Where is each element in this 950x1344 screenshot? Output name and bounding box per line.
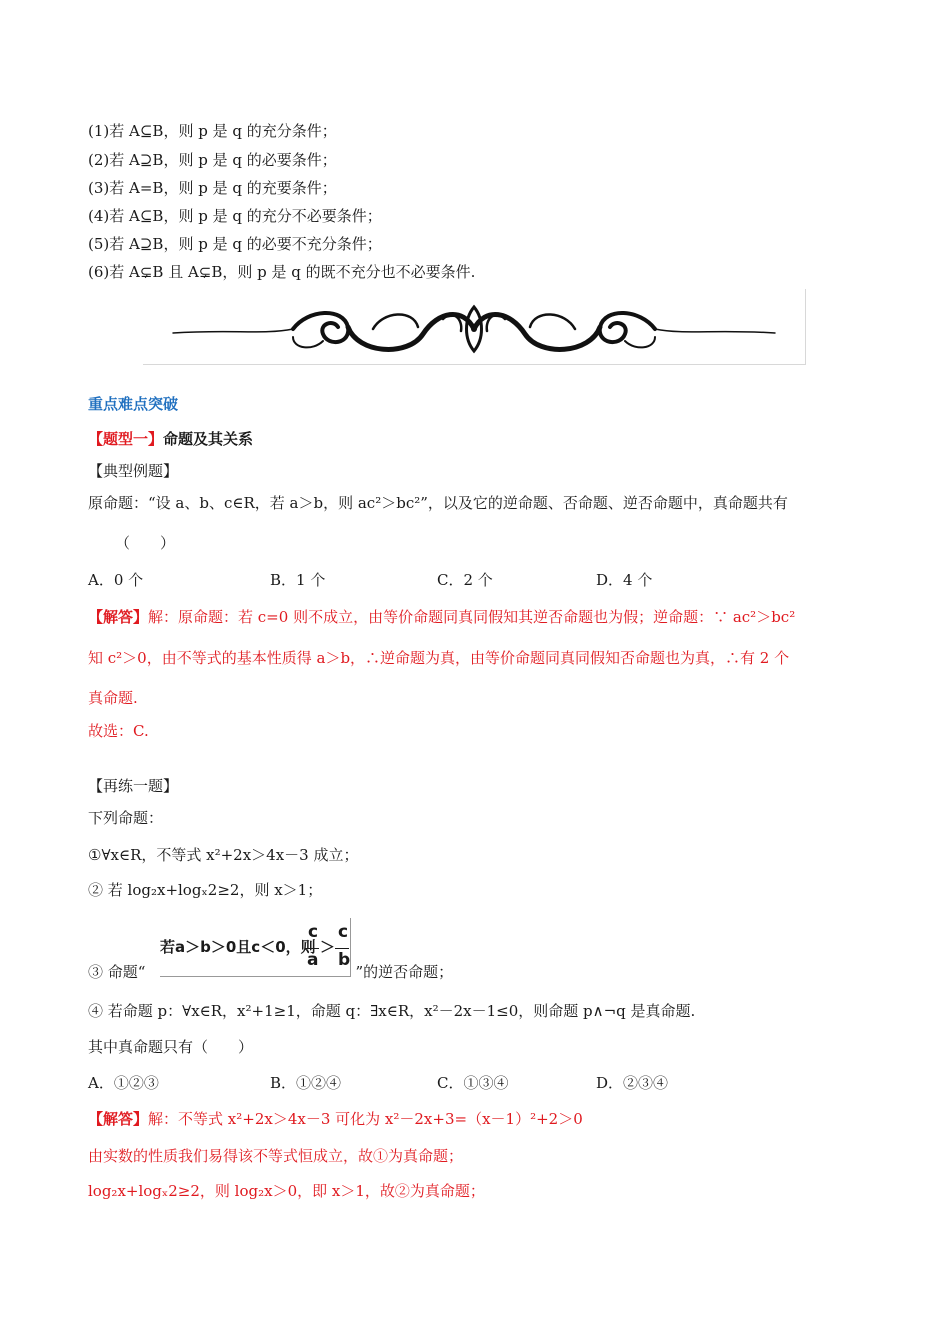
q1-stem: 原命题：“设 a、b、c∈R，若 a＞b，则 ac²＞bc²”，以及它的逆命题、否命题、逆否命题中，真命题共有 [88,494,788,512]
ornament-divider [143,289,806,365]
q2-item-1: ①∀x∈R，不等式 x²+2x＞4x－3 成立； [88,846,359,864]
condition-3: (3)若 A=B，则 p 是 q 的充要条件； [88,179,337,197]
q1-option-b: B．1 个 [270,571,326,589]
frac-gt: ＞ [320,938,336,956]
q1-option-d: D．4 个 [596,571,653,589]
type-heading [88,429,253,449]
q2-item-4: ④ 若命题 p：∀x∈R，x²+1≥1，命题 q：∃x∈R，x²－2x－1≤0，则命题 p∧¬q 是真命题. [88,1002,696,1020]
condition-4: (4)若 A⊆B，则 p 是 q 的充分不必要条件； [88,207,382,225]
frac-a: a [307,950,319,970]
q1-option-a: A．0 个 [88,571,144,589]
q2-item-2: ② 若 log₂x+logₓ2≥2，则 x＞1； [88,881,323,899]
example-tag: 【典型例题】 [88,462,179,480]
q1-answer-line-2: 知 c²＞0，由不等式的基本性质得 a＞b，∴逆命题为真，由等价命题同真同假知否命题也为真，∴有 2 个 [88,649,790,667]
frac-c2: c [338,922,349,942]
q2-intro: 下列命题： [88,809,164,827]
formula-text: 若a＞b＞0且c＜0，则 [160,938,316,956]
q2-answer-text-1: 解：不等式 x²+2x＞4x－3 可化为 x²－2x+3=（x－1）²+2＞0 [148,1110,583,1128]
condition-1: (1)若 A⊆B，则 p 是 q 的充分条件； [88,122,337,140]
practice-tag: 【再练一题】 [88,777,179,795]
q2-item-3-prefix: ③ 命题“ [88,963,146,981]
q2-answer-tag: 【解答】 [88,1110,149,1128]
q1-answer-line-3: 真命题. [88,689,138,707]
q1-option-c: C．2 个 [437,571,493,589]
q2-answer-line-1 [88,1109,583,1129]
condition-6: (6)若 A⊊B 且 A⊊B，则 p 是 q 的既不充分也不必要条件. [88,263,476,281]
q2-ask: 其中真命题只有（ ） [88,1038,254,1056]
frac-bar-1 [305,948,319,949]
frac-b: b [338,950,351,970]
q1-answer-line-1 [88,607,795,627]
section-title: 重点难点突破 [88,395,179,413]
condition-2: (2)若 A⊇B，则 p 是 q 的必要条件； [88,151,337,169]
condition-5: (5)若 A⊇B，则 p 是 q 的必要不充分条件； [88,235,382,253]
frac-c1: c [308,922,319,942]
ornament-flourish-icon [143,289,805,364]
q2-option-a: A．①②③ [88,1074,159,1092]
type-tag: 【题型一】 [88,430,164,448]
q1-answer-text-1: 解：原命题：若 c=0 则不成立，由等价命题同真同假知其逆否命题也为假；逆命题：∵ ac²＞bc² [148,608,796,626]
q2-option-b: B．①②④ [270,1074,342,1092]
q1-answer-tag: 【解答】 [88,608,149,626]
type-title: 命题及其关系 [163,430,254,448]
q2-answer-line-3: log₂x+logₓ2≥2，则 log₂x＞0，即 x＞1，故②为真命题； [88,1182,485,1200]
q2-item-3-suffix: ”的逆否命题； [355,963,454,981]
q2-option-c: C．①③④ [437,1074,509,1092]
q2-answer-line-2: 由实数的性质我们易得该不等式恒成立，故①为真命题； [88,1147,464,1165]
frac-bar-2 [335,948,349,949]
q1-choice: 故选：C. [88,722,149,740]
q2-item-3 [88,962,453,982]
q1-paren: （ ） [115,534,176,552]
q2-option-d: D．②③④ [596,1074,669,1092]
